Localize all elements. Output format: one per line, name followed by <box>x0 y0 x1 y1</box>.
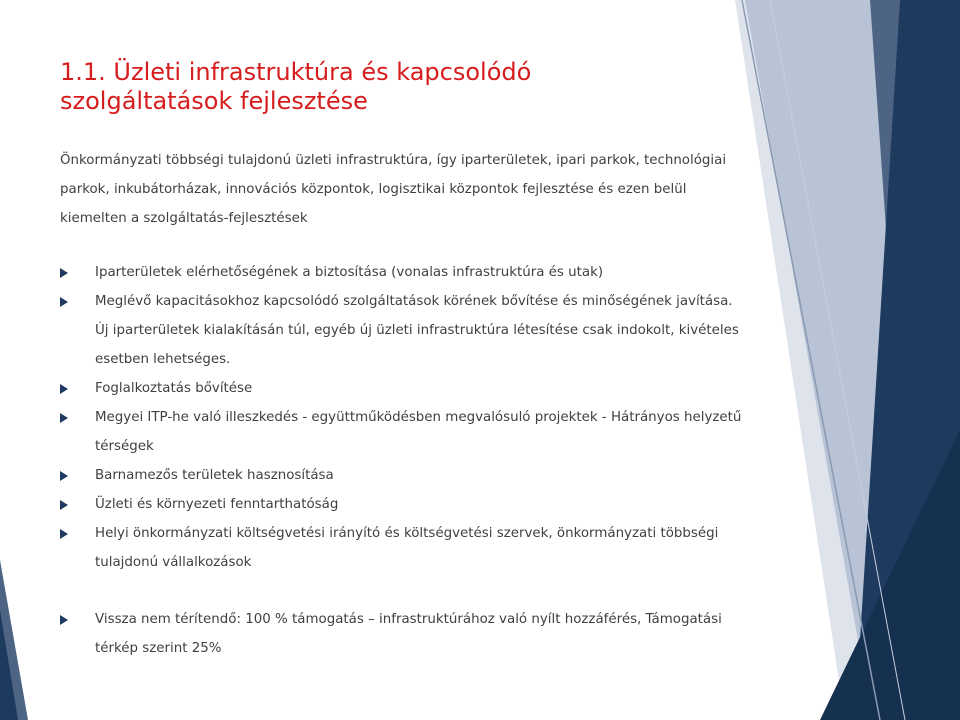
bullet-item <box>60 374 750 403</box>
support-bullet-list <box>60 605 750 663</box>
bullet-item <box>60 258 750 287</box>
bullet-text: Meglévő kapacitásokhoz kapcsolódó szolgáltatások körének bővítése és minőségének javítása. Új iparterületek kialakításán túl, egyéb új üzleti infrastruktúra létesítése csak indokolt, kivételes esetben lehetséges. <box>95 294 739 367</box>
bullet-arrow-icon <box>60 384 68 394</box>
bullet-list <box>60 258 750 577</box>
slide-title: 1.1. Üzleti infrastruktúra és kapcsolódó szolgáltatások fejlesztése <box>60 58 532 115</box>
support-bullet-text: Vissza nem térítendő: 100 % támogatás – infrastruktúrához való nyílt hozzáférés, Támogatási térkép szerint 25% <box>95 612 722 656</box>
bullet-arrow-icon <box>60 413 68 423</box>
intro-paragraph: Önkormányzati többségi tulajdonú üzleti infrastruktúra, így iparterületek, ipari parkok, technológiai parkok, inkubátorházak, innovációs központok, logisztikai központok fejlesztése és ezen belül kiemelten a szolgáltatás-fejlesztések <box>60 153 727 226</box>
bullet-item <box>60 287 750 374</box>
bullet-arrow-icon <box>60 529 68 539</box>
bullet-arrow-icon <box>60 471 68 481</box>
bullet-arrow-icon <box>60 615 68 625</box>
bullet-text: Üzleti és környezeti fenntarthatóság <box>95 497 339 512</box>
bullet-item <box>60 403 750 461</box>
bullet-text: Foglalkoztatás bővítése <box>95 381 253 396</box>
bullet-item <box>60 490 750 519</box>
bullet-text: Iparterületek elérhetőségének a biztosítása (vonalas infrastruktúra és utak) <box>95 265 604 280</box>
bullet-text: Megyei ITP-he való illeszkedés - együttműködésben megvalósuló projektek - Hátrányos helyzetű térségek <box>95 410 742 454</box>
bullet-item <box>60 519 750 577</box>
bullet-arrow-icon <box>60 297 68 307</box>
bullet-item <box>60 461 750 490</box>
bullet-text: Helyi önkormányzati költségvetési irányító és költségvetési szervek, önkormányzati többségi tulajdonú vállalkozások <box>95 526 719 570</box>
support-bullet-item <box>60 605 750 663</box>
bullet-text: Barnamezős területek hasznosítása <box>95 468 334 483</box>
bullet-arrow-icon <box>60 500 68 510</box>
bullet-arrow-icon <box>60 268 68 278</box>
